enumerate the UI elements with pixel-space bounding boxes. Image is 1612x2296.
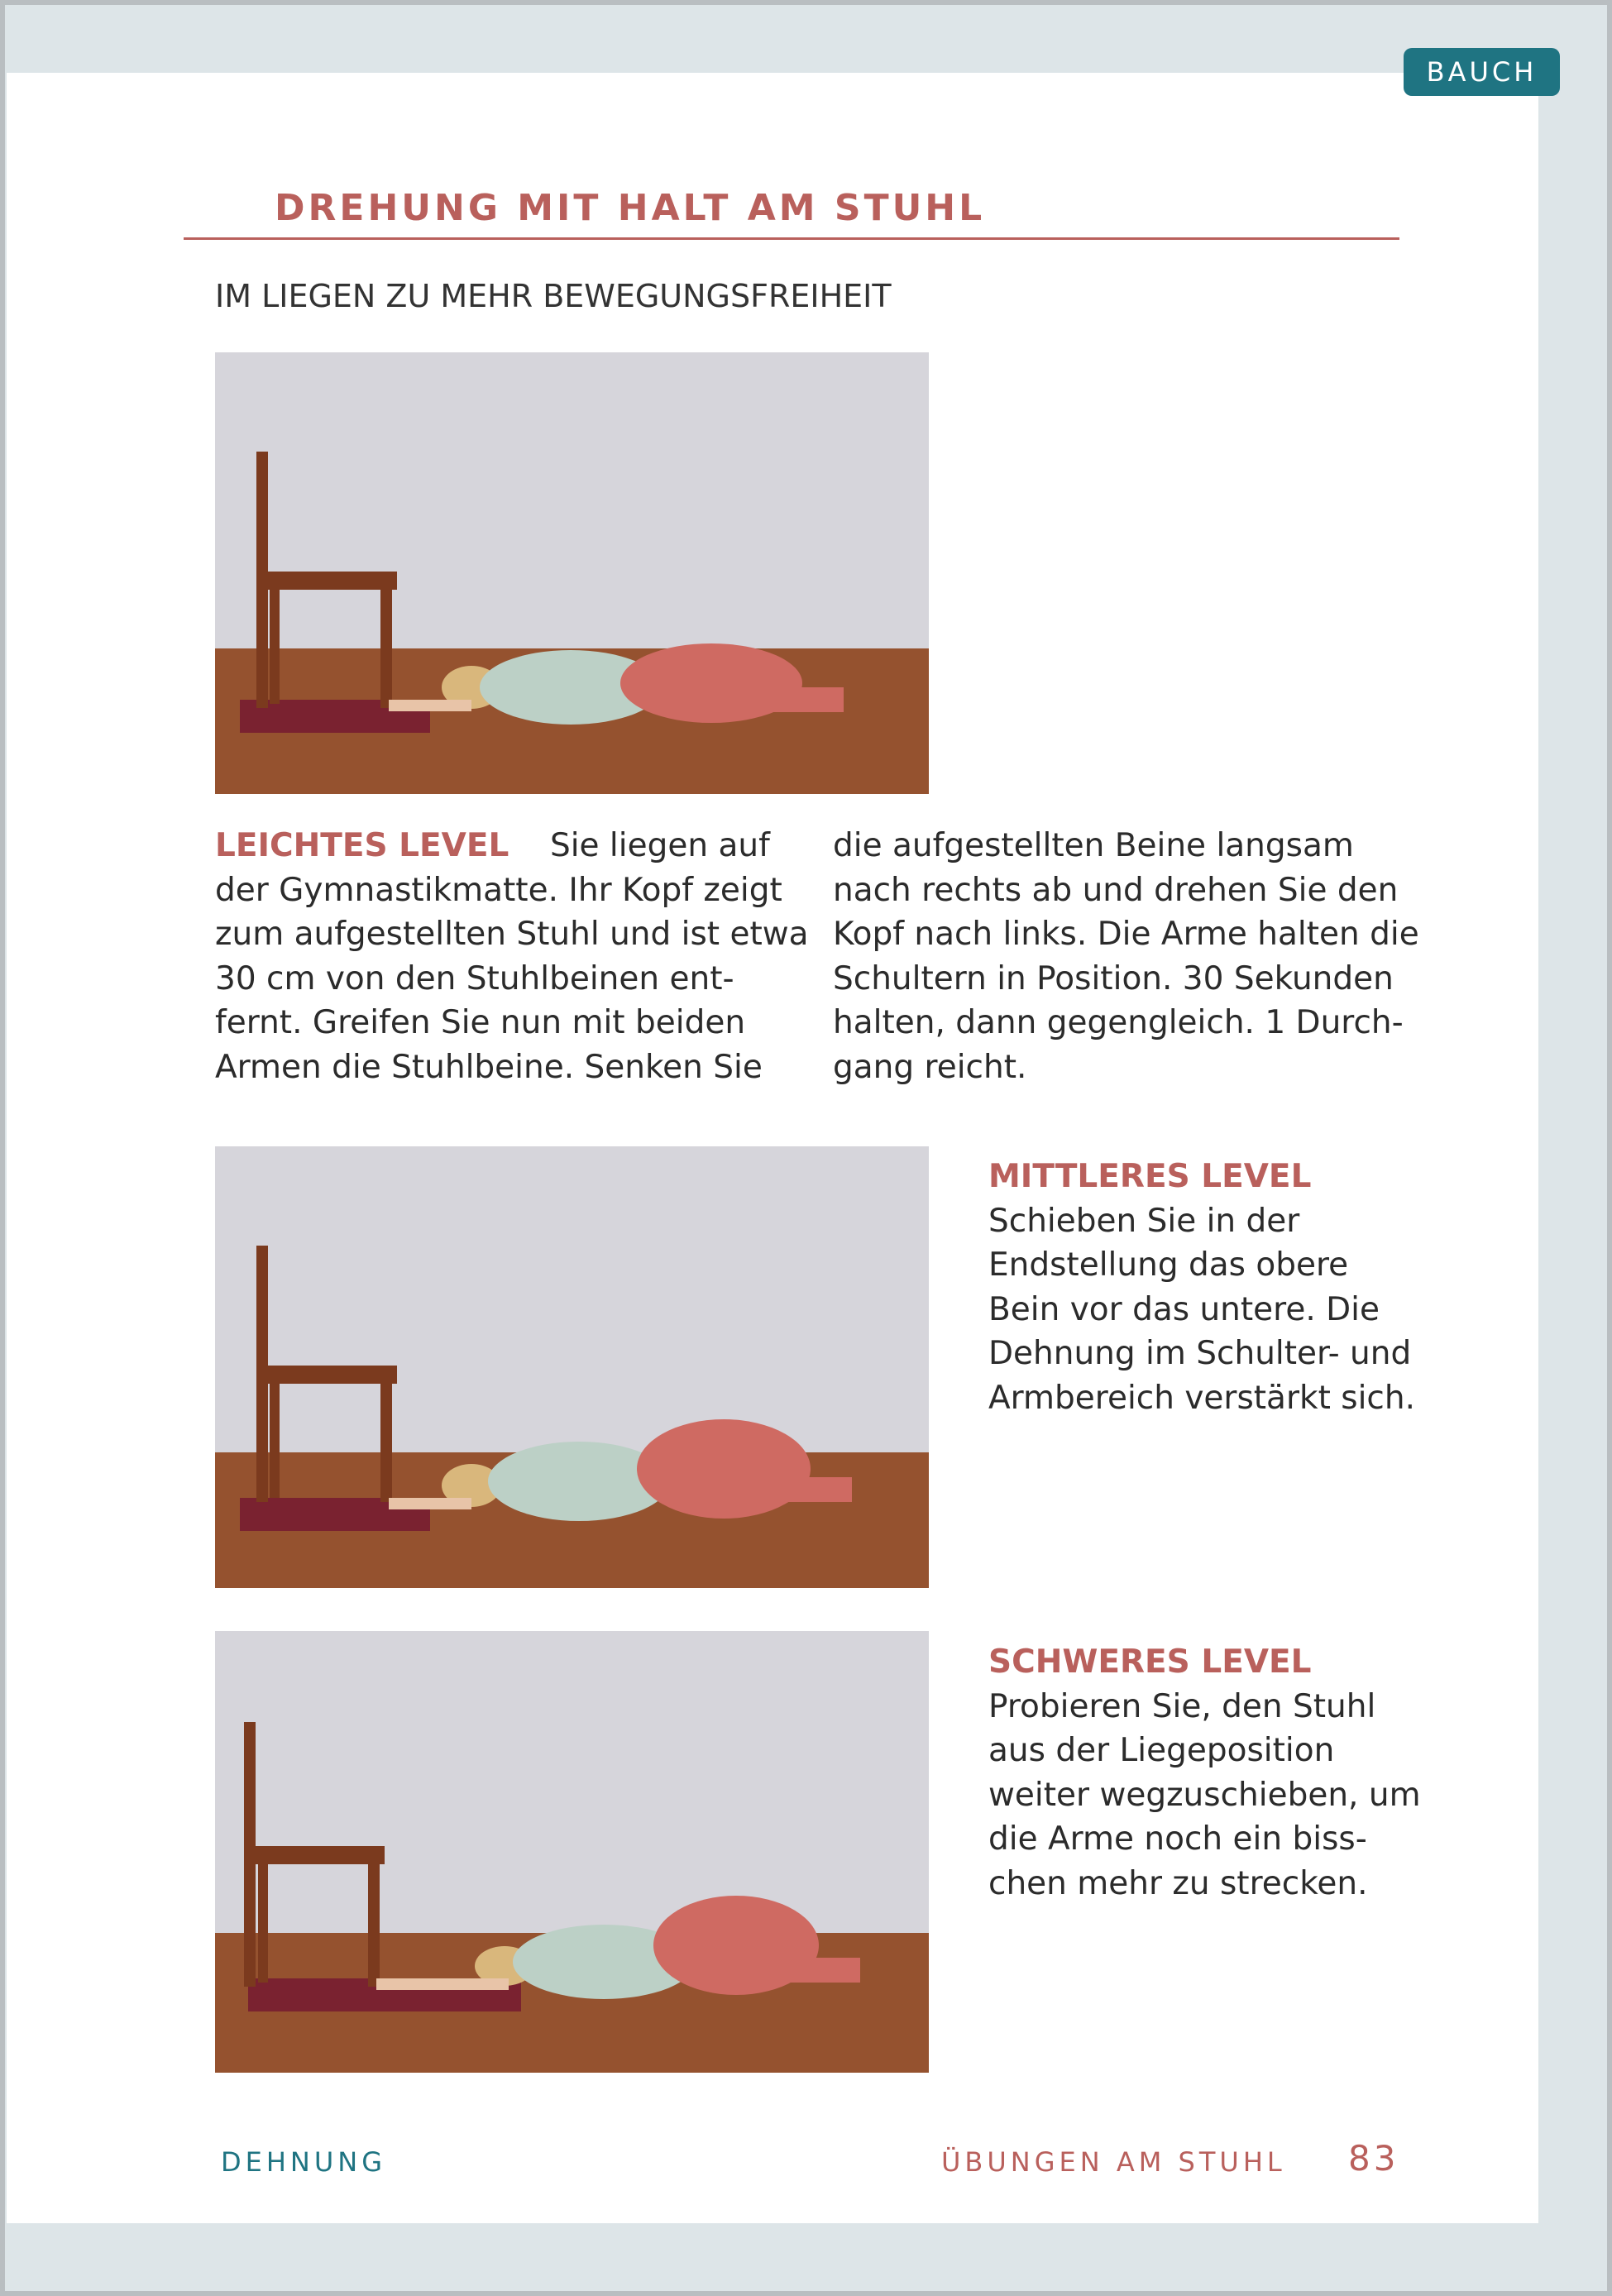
page-number: 83 — [1348, 2138, 1399, 2179]
medium-level-label: MITTLERES LEVEL — [988, 1158, 1312, 1195]
title-divider — [184, 237, 1399, 240]
text-line: zum aufgestellten Stuhl und ist etwa — [215, 916, 809, 953]
text-line: nach rechts ab und drehen Sie den — [833, 871, 1399, 909]
hard-level-block — [988, 1640, 1421, 1906]
text-line: weiter wegzuschieben, um — [988, 1776, 1421, 1814]
text-line: Bein vor das untere. Die — [988, 1290, 1380, 1328]
text-line: gang reicht. — [833, 1048, 1027, 1086]
easy-text-column-2 — [833, 824, 1419, 1089]
footer-chapter: ÜBUNGEN AM STUHL — [941, 2146, 1286, 2178]
chapter-tab: BAUCH — [1404, 48, 1560, 96]
text-line: die Arme noch ein biss- — [988, 1820, 1367, 1858]
text-line: Kopf nach links. Die Arme halten die — [833, 916, 1419, 953]
text-line: Schultern in Position. 30 Sekunden — [833, 959, 1394, 997]
page-subtitle: IM LIEGEN ZU MEHR BEWEGUNGSFREIHEIT — [215, 278, 892, 314]
text-line: die aufgestellten Beine langsam — [833, 827, 1354, 864]
text-line: 30 cm von den Stuhlbeinen ent- — [215, 959, 734, 997]
text-line: der Gymnastikmatte. Ihr Kopf zeigt — [215, 871, 782, 909]
easy-text-column-1 — [215, 824, 809, 1089]
text-line: Armen die Stuhlbeine. Senken Sie — [215, 1048, 763, 1086]
exercise-photo-medium — [215, 1146, 929, 1588]
page-title: DREHUNG MIT HALT AM STUHL — [275, 187, 986, 229]
text-line: Dehnung im Schulter- und — [988, 1335, 1412, 1372]
text-line: aus der Liegeposition — [988, 1732, 1335, 1769]
text-line: Sie liegen auf — [549, 827, 770, 864]
text-line: fernt. Greifen Sie nun mit beiden — [215, 1004, 746, 1041]
exercise-photo-easy — [215, 352, 929, 794]
text-line: Endstellung das obere — [988, 1246, 1349, 1284]
text-line: Armbereich verstärkt sich. — [988, 1379, 1415, 1417]
exercise-photo-hard — [215, 1631, 929, 2073]
medium-level-block — [988, 1155, 1418, 1420]
text-line: chen mehr zu strecken. — [988, 1864, 1368, 1902]
hard-level-label: SCHWERES LEVEL — [988, 1643, 1312, 1681]
text-line: Schieben Sie in der — [988, 1202, 1300, 1240]
text-line: halten, dann gegengleich. 1 Durch- — [833, 1004, 1404, 1041]
easy-level-label: LEICHTES LEVEL — [215, 827, 509, 864]
text-line: Probieren Sie, den Stuhl — [988, 1687, 1376, 1725]
footer-section: DEHNUNG — [221, 2146, 387, 2178]
